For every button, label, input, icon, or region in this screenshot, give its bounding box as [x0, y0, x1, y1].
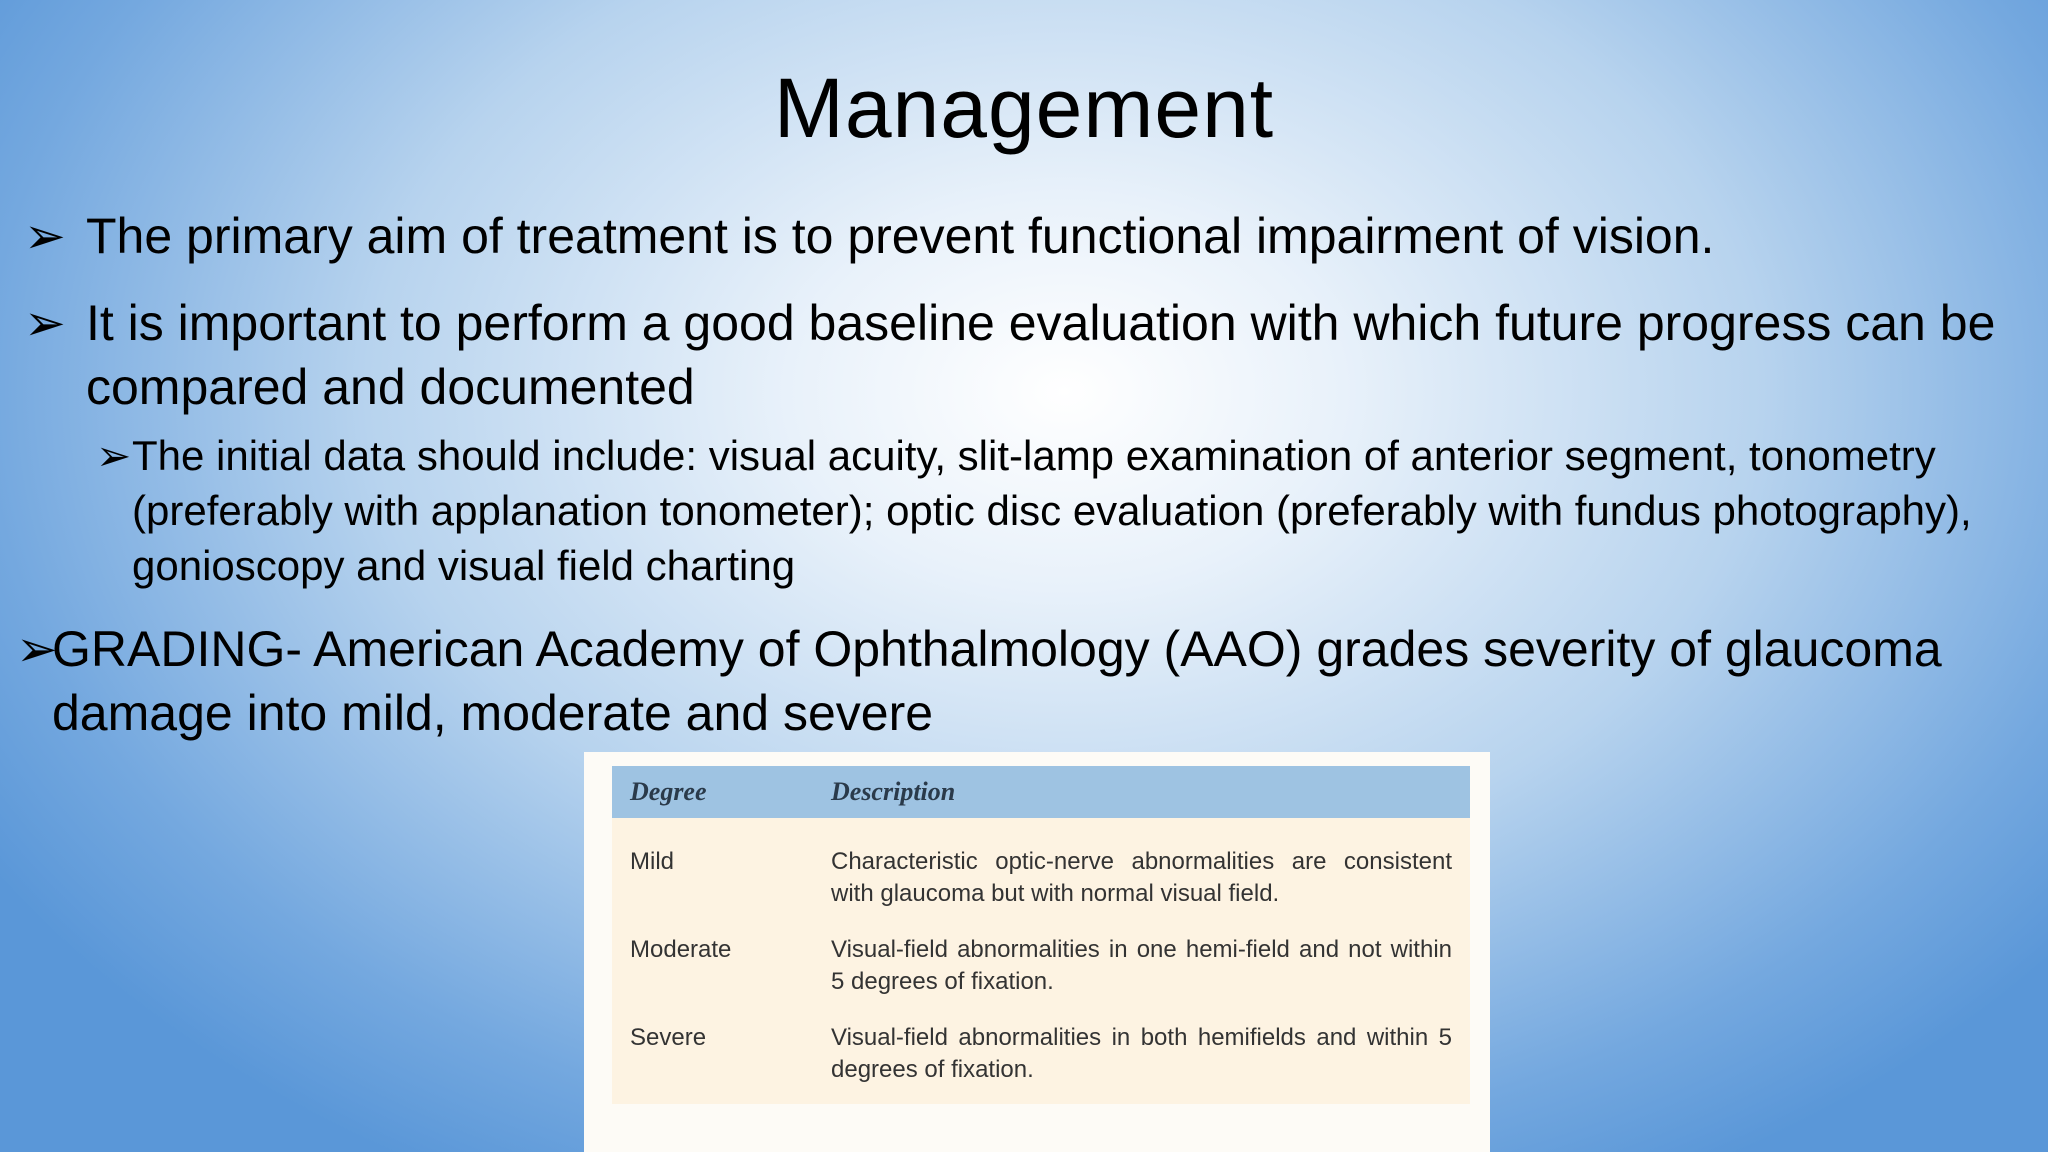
arrow-bullet-icon: ➢ [16, 621, 58, 677]
degree-cell: Mild [630, 848, 675, 875]
bullet-text: GRADING- American Academy of Ophthalmology (AAO) grades severity of glaucoma damage into mild, moderate and severe [52, 621, 1942, 741]
grading-table-image [584, 752, 1490, 1152]
table-row [612, 1016, 1470, 1104]
arrow-bullet-icon: ➢ [24, 295, 66, 351]
description-cell: Visual-field abnormalities in one hemi-field and not within 5 degrees of fixation. [831, 936, 1452, 995]
bullet-text: The primary aim of treatment is to prevent functional impairment of vision. [86, 208, 1715, 264]
bullet-primary-aim [24, 204, 2034, 268]
arrow-bullet-icon: ➢ [96, 432, 132, 479]
degree-cell: Severe [630, 1024, 707, 1051]
description-cell: Visual-field abnormalities in both hemifields and within 5 degrees of fixation. [831, 1024, 1452, 1083]
arrow-bullet-icon: ➢ [24, 208, 66, 264]
slide-title: Management [773, 61, 1275, 155]
header-degree: Degree [612, 766, 813, 818]
grading-table [612, 766, 1470, 1104]
description-cell: Characteristic optic-nerve abnormalities are consistent with glaucoma but with normal visual field. [831, 848, 1452, 907]
bullet-grading [16, 617, 2016, 745]
table-row [612, 818, 1470, 928]
sub-bullet-initial-data [96, 428, 2026, 593]
bullet-baseline-evaluation [24, 291, 2044, 419]
header-description: Description [813, 766, 1470, 818]
bullet-text: The initial data should include: visual acuity, slit-lamp examination of anterior segment, tonometry (preferably with applanation tonometer); optic disc evaluation (preferably with fundus photography), gonioscopy and visual field charting [132, 432, 1972, 589]
degree-cell: Moderate [630, 936, 732, 963]
table-row [612, 928, 1470, 1016]
table-header-row [612, 766, 1470, 818]
bullet-text: It is important to perform a good baseline evaluation with which future progress can be compared and documented [86, 295, 1996, 415]
